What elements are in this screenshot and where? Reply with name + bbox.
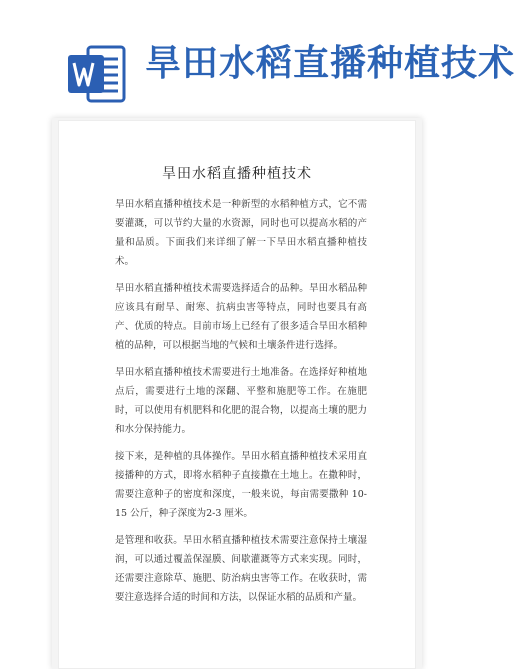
document-title: 旱田水稻直播种植技术 xyxy=(162,166,312,182)
paragraph-1: 旱田水稻直播种植技术是一种新型的水稻种植方式，它不需要灌溉，可以节约大量的水资源，同时也可以提高水稻的产量和品质。下面我们来详细了解一下旱田水稻直播种植技术。 xyxy=(115,199,367,267)
document-body xyxy=(115,195,367,615)
paragraph-4: 接下来，是种植的具体操作。旱田水稻直播种植技术采用直接播种的方式，即将水稻种子直接撒在土地上。在撒种时，需要注意种子的密度和深度，一般来说，每亩需要撒种 10-15 公斤，种子深度为2-3 厘米。 xyxy=(115,451,367,519)
word-document-icon xyxy=(66,43,128,105)
paragraph-2: 旱田水稻直播种植技术需要选择适合的品种。旱田水稻品种应该具有耐旱、耐寒、抗病虫害等特点，同时也要具有高产、优质的特点。目前市场上已经有了很多适合旱田水稻种植的品种，可以根据当地的气候和土壤条件进行选择。 xyxy=(115,283,367,351)
document-page xyxy=(58,120,416,669)
banner-title: 旱田水稻直播种植技术 xyxy=(145,43,515,84)
banner xyxy=(0,0,515,110)
paragraph-5: 是管理和收获。旱田水稻直播种植技术需要注意保持土壤湿润，可以通过覆盖保湿膜、间歇灌溉等方式来实现。同时，还需要注意除草、施肥、防治病虫害等工作。在收获时，需要注意选择合适的时间和方法，以保证水稻的品质和产量。 xyxy=(115,535,367,603)
paragraph-3: 旱田水稻直播种植技术需要进行土地准备。在选择好种植地点后，需要进行土地的深翻、平整和施肥等工作。在施肥时，可以使用有机肥料和化肥的混合物，以提高土壤的肥力和水分保持能力。 xyxy=(115,367,367,435)
